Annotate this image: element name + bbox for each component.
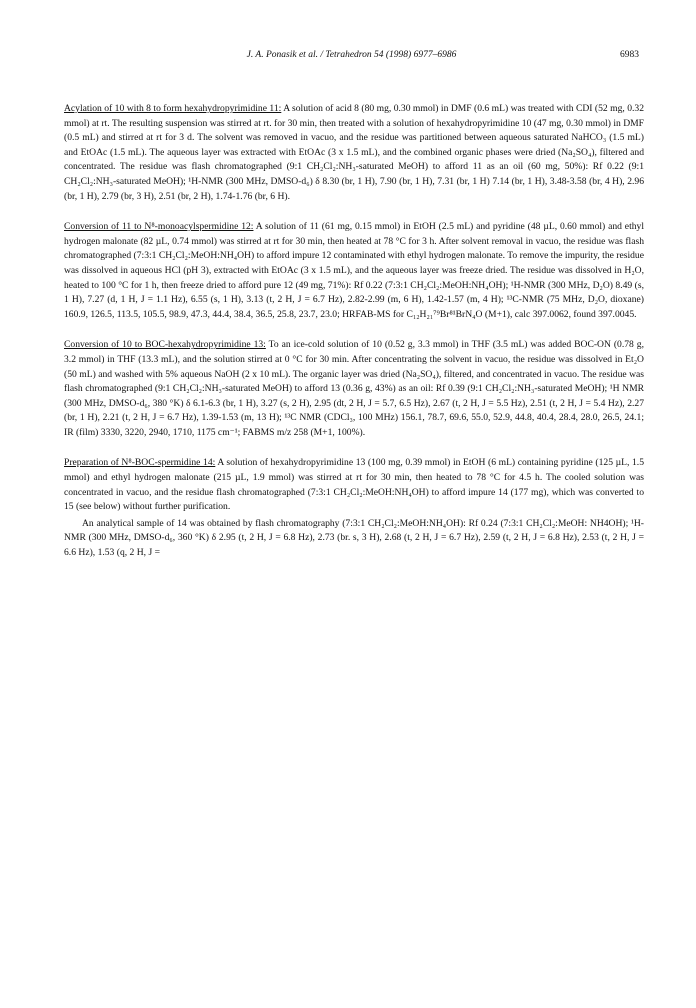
paragraph-text: A solution of hexahydropyrimidine 13 (100 mg, 0.39 mmol) in EtOH (6 mL) containing pyridine (125 µL, 1.5 mmol) and ethyl hydrogen malonate (215 µL, 1.9 mmol) was stirred at rt for 30 min, then heated to 78 °C for 4.5 h. The cooled solution was concentrated in vacuo, and the residue flash chromatographed (7:3:1 CH₂Cl₂:MeOH:NH₄OH) to afford impure 14 (177 mg), which was converted to 15 (see below) without further purification. (64, 457, 644, 513)
body-text (64, 102, 644, 577)
paragraph-conversion-12 (64, 220, 644, 322)
running-title: J. A. Ponasik et al. / Tetrahedron 54 (1998) 6977–6986 (246, 50, 457, 60)
section-heading: Preparation of N⁸-BOC-spermidine 14: (64, 457, 216, 469)
paragraph-acylation (64, 102, 644, 204)
page-number: 6983 (620, 50, 639, 60)
section-heading: Conversion of 10 to BOC-hexahydropyrimidine 13: (64, 339, 266, 351)
paragraph-text: An analytical sample of 14 was obtained by flash chromatography (7:3:1 CH₂Cl₂:MeOH:NH₄OH): Rf 0.24 (7:3:1 CH₂Cl₂:MeOH: NH4OH); ¹H-NMR (300 MHz, DMSO-d₆, 360 °K) δ 2.95 (t, 2 H, J = 6.8 Hz), 2.73 (br. s, 3 H), 2.68 (t, 2 H, J = 6.7 Hz), 2.59 (t, 2 H, J = 6.8 Hz), 2.53 (t, 2 H, J = 6.6 Hz), 1.53 (q, 2 H, J = (64, 517, 644, 559)
paragraph-text: A solution of 11 (61 mg, 0.15 mmol) in EtOH (2.5 mL) and pyridine (48 µL, 0.60 mmol) and ethyl hydrogen malonate (82 µL, 0.74 mmol) was stirred at rt for 30 min, then heated at 78 °C for 3 h. After solvent removal in vacuo, the residue was flash chromatographed (7:3:1 CH₂Cl₂:MeOH:NH₄OH) to afford impure 12 contaminated with ethyl hydrogen malonate. To remove the impurity, the residue was dissolved in aqueous HCl (pH 3), extracted with EtOAc (3 x 1.5 mL), and the aqueous layer was freeze dried. The residue was dissolved in H₂O, heated to 100 °C for 1 h, then freeze dried to afford pure 12 (49 mg, 71%): Rf 0.22 (7:3:1 CH₂Cl₂:MeOH:NH₄OH); ¹H-NMR (300 MHz, D₂O) 8.49 (s, 1 H), 7.27 (d, 1 H, J = 1.1 Hz), 6.55 (s, 1 H), 3.13 (t, 2 H, J = 6.7 Hz), 2.82-2.99 (m, 6 H), 1.42-1.57 (m, 4 H); ¹³C-NMR (75 MHz, D₂O, dioxane) 160.9, 126.5, 113.5, 105.5, 98.9, 47.3, 44.4, 38.4, 36.5, 25.8, 23.7, 23.0; HRFAB-MS for C₁₂H₂₁⁷⁹Br⁸¹BrN₄O (M+1), calc 397.0062, found 397.0045. (64, 221, 644, 320)
paragraph-text: A solution of acid 8 (80 mg, 0.30 mmol) in DMF (0.6 mL) was treated with CDI (52 mg, 0.32 mmol) at rt. The resulting suspension was stirred at rt. for 30 min, then treated with a solution of hexahydropyrimidine 10 (47 mg, 0.30 mmol) in DMF (0.5 mL) and stirred at rt for 3 d. The solvent was removed in vacuo, and the residue was partitioned between aqueous saturated NaHCO₃ (1.5 mL) and EtOAc (1.5 mL). The aqueous layer was extracted with EtOAc (3 x 1.5 mL), and the combined organic phases were dried (Na₂SO₄), filtered and concentrated. The residue was flash chromatographed (9:1 CH₂Cl₂:NH₃-saturated MeOH) to afford 11 as an oil (60 mg, 50%): Rf 0.22 (9:1 CH₂Cl₂:NH₃-saturated MeOH); ¹H-NMR (300 MHz, DMSO-d₆) δ 8.30 (br, 1 H), 7.90 (br, 1 H), 7.31 (br, 1 H) 7.14 (br, 1 H), 3.48-3.58 (br, 4 H), 2.96 (br, 1 H), 2.79 (br, 3 H), 2.51 (br, 2 H), 1.74-1.76 (br, 6 H). (64, 103, 644, 202)
page-header (64, 50, 639, 66)
paragraph-analytical-sample (64, 517, 644, 561)
section-heading: Conversion of 11 to N⁸-monoacylspermidine 12: (64, 221, 254, 233)
paragraph-text: To an ice-cold solution of 10 (0.52 g, 3.3 mmol) in THF (3.5 mL) was added BOC-ON (0.78 g, 3.2 mmol) in THF (13.3 mL), and the solution stirred at 0 °C for 30 min. After concentrating the solvent in vacuo, the residue was dissolved in Et₂O (50 mL) and washed with 5% aqueous NaOH (2 x 10 mL). The organic layer was dried (Na₂SO₄), filtered, and concentrated in vacuo. The residue was flash chromatographed (9:1 CH₂Cl₂:NH₃-saturated MeOH) to afford 13 (0.36 g, 43%) as an oil: Rf 0.39 (9:1 CH₂Cl₂:NH₃-saturated MeOH); ¹H NMR (300 MHz, DMSO-d₆, 380 °K) δ 6.1-6.3 (br, 1 H), 3.27 (s, 2 H), 2.95 (dt, 2 H, J = 5.7, 6.5 Hz), 2.67 (t, 2 H, J = 5.5 Hz), 2.51 (t, 2 H, J = 5.4 Hz), 2.27 (br, 1 H), 2.21 (t, 2 H, J = 6.7 Hz), 1.39-1.53 (m, 13 H); ¹³C NMR (CDCl₃, 100 MHz) 156.1, 78.7, 69.6, 55.0, 52.9, 44.8, 40.4, 28.4, 28.0, 26.5, 24.1; IR (film) 3330, 3220, 2940, 1710, 1175 cm⁻¹; FABMS m/z 258 (M+1, 100%). (64, 339, 644, 438)
paragraph-conversion-13 (64, 338, 644, 440)
section-heading: Acylation of 10 with 8 to form hexahydropyrimidine 11: (64, 103, 282, 114)
paragraph-preparation-14 (64, 456, 644, 514)
